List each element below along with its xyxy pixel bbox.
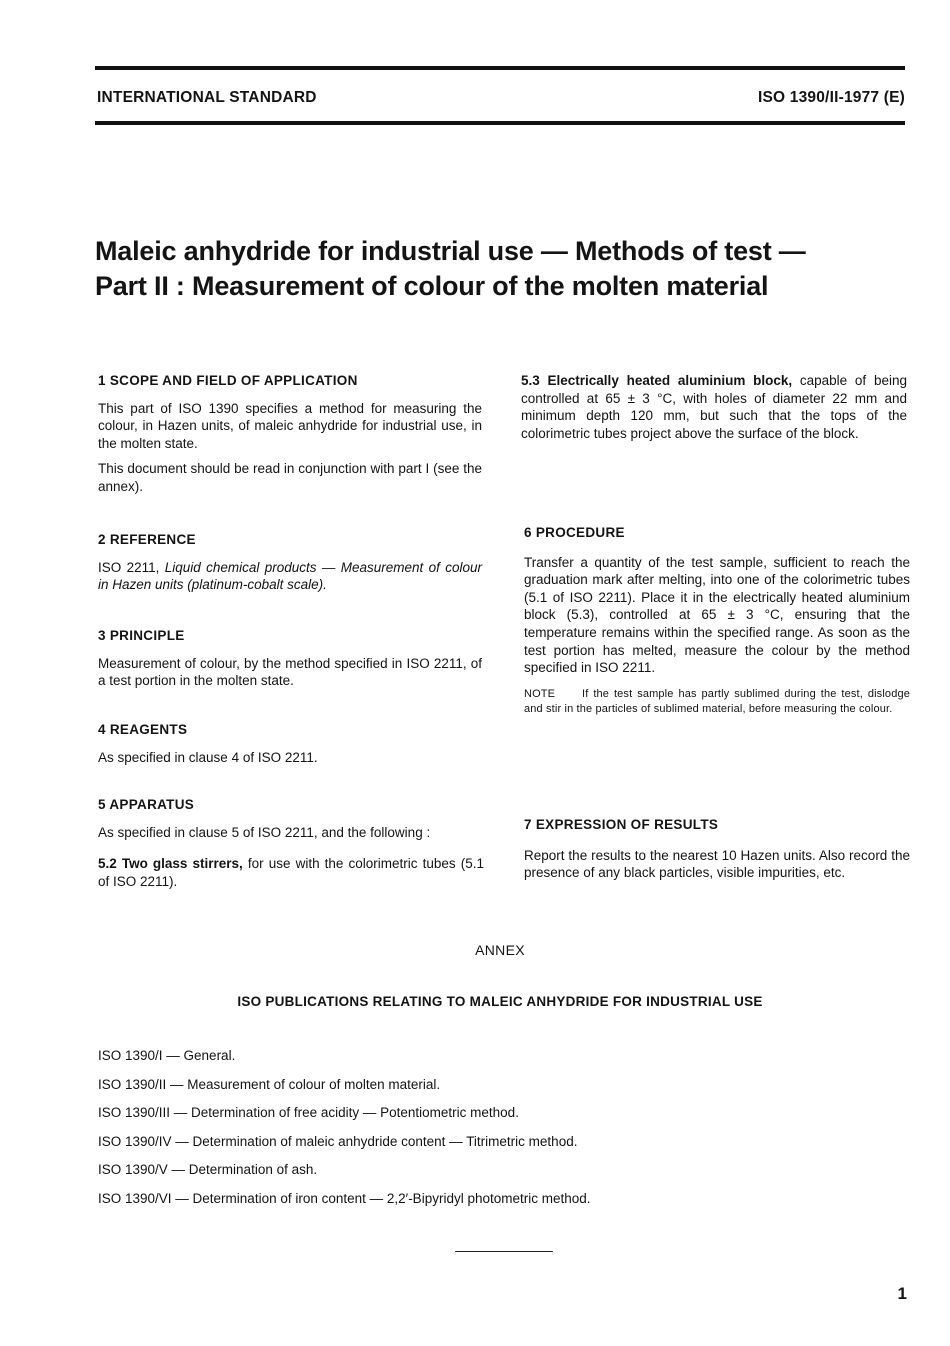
item-text: for use with the colorimetric tubes (5.1 of ISO 2211).	[98, 856, 484, 889]
list-item: ISO 1390/V — Determination of ash.	[98, 1162, 318, 1177]
scope-paragraph-2: This document should be read in conjunction with part I (see the annex).	[98, 461, 482, 494]
reference-number: ISO 2211,	[98, 559, 160, 575]
section-heading: 7 EXPRESSION OF RESULTS	[524, 817, 719, 832]
end-rule	[455, 1251, 553, 1252]
section-heading: 2 REFERENCE	[98, 532, 196, 547]
section-results	[524, 816, 910, 890]
list-item: ISO 1390/II — Measurement of colour of molten material.	[98, 1076, 441, 1092]
annex-title: ISO PUBLICATIONS RELATING TO MALEIC ANHYDRIDE FOR INDUSTRIAL USE	[237, 994, 763, 1009]
document-title	[95, 234, 895, 304]
section-heading: 4 REAGENTS	[98, 722, 188, 737]
section-procedure	[524, 524, 910, 725]
item-label: 5.2 Two glass stirrers,	[98, 856, 243, 872]
section-principle	[98, 627, 482, 698]
procedure-note	[524, 687, 910, 717]
item-label: 5.3 Electrically heated aluminium block,	[521, 373, 793, 388]
title-line-2: Part II : Measurement of colour of the molten material	[95, 271, 769, 301]
title-line-1: Maleic anhydride for industrial use — Methods of test —	[95, 236, 806, 266]
section-heading: 5 APPARATUS	[98, 797, 195, 812]
list-item: ISO 1390/I — General.	[98, 1048, 236, 1063]
list-item: ISO 1390/IV — Determination of maleic anhydride content — Titrimetric method.	[98, 1133, 578, 1149]
apparatus-text: As specified in clause 5 of ISO 2211, and the following :	[98, 824, 431, 840]
section-heading: 6 PROCEDURE	[524, 525, 625, 540]
section-reagents	[98, 721, 482, 774]
list-item: ISO 1390/VI — Determination of iron content — 2,2′-Bipyridyl photometric method.	[98, 1190, 591, 1206]
reagents-text: As specified in clause 4 of ISO 2211.	[98, 749, 318, 765]
page-number: 1	[897, 1284, 907, 1303]
procedure-text: Transfer a quantity of the test sample, sufficient to reach the graduation mark after melting, into one of the colorimetric tubes (5.1 of ISO 2211). Place it in the electrically heated aluminium block (5.3), controlled at 65 ± 3 °C, ensuring that the temperature remains within the specified range. As soon as the test portion has melted, measure the colour by the method specified in ISO 2211.	[524, 554, 910, 676]
section-heading: 3 PRINCIPLE	[98, 628, 185, 643]
section-scope	[98, 372, 482, 504]
results-text: Report the results to the nearest 10 Hazen units. Also record the presence of any black particles, visible impurities, etc.	[524, 847, 910, 881]
header-bottom-rule	[95, 121, 905, 125]
apparatus-item-5-3-block	[521, 372, 907, 450]
header-standard-number: ISO 1390/II-1977 (E)	[757, 89, 905, 106]
section-reference	[98, 531, 482, 602]
apparatus-item-5-2	[98, 855, 484, 890]
scope-paragraph-1: This part of ISO 1390 specifies a method for measuring the colour, in Hazen units, of maleic anhydride for industrial use, in the molten state.	[98, 400, 482, 451]
section-heading: 1 SCOPE AND FIELD OF APPLICATION	[98, 373, 358, 388]
annex-publication-list	[98, 1047, 591, 1218]
apparatus-item-5-3	[521, 372, 907, 442]
section-apparatus	[98, 796, 484, 898]
header-left-label: INTERNATIONAL STANDARD	[97, 89, 317, 106]
annex-label: ANNEX	[475, 942, 525, 958]
item-text: capable of being controlled at 65 ± 3 °C, with holes of diameter 22 mm and minimum depth 120 mm, but such that the tops of the colorimetric tubes project above the surface of the block.	[521, 373, 907, 441]
principle-text: Measurement of colour, by the method specified in ISO 2211, of a test portion in the molten state.	[98, 655, 482, 689]
note-text: If the test sample has partly sublimed during the test, dislodge and stir in the particles of sublimed material, before measuring the colour.	[524, 687, 910, 715]
list-item: ISO 1390/III — Determination of free acidity — Potentiometric method.	[98, 1105, 519, 1120]
note-label: NOTE	[524, 687, 556, 700]
reference-title: Liquid chemical products — Measurement of colour in Hazen units (platinum-cobalt scale).	[98, 559, 482, 593]
header-top-rule	[95, 66, 905, 70]
reference-citation	[98, 559, 482, 594]
